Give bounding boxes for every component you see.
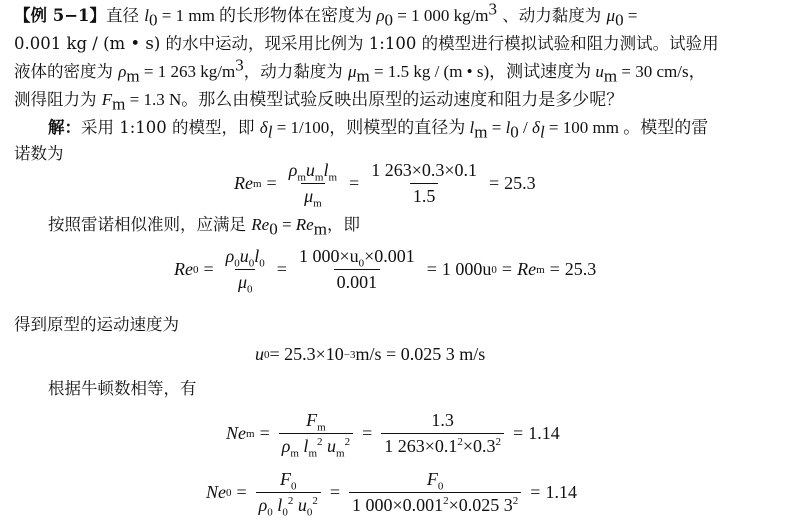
- denominator-text: ×0.3: [462, 436, 496, 456]
- text-run: = 1/100，则模型的直径为: [272, 118, 470, 137]
- fraction-numeric: [368, 160, 480, 207]
- solution-line-5: [48, 378, 197, 400]
- symbol-Re: Re: [234, 173, 253, 193]
- denominator-text: ×0.025 3: [448, 495, 513, 515]
- text-run: =: [487, 118, 506, 137]
- denominator: $\rho_m$ $l_m^2$ $u_m^2$: [279, 433, 353, 457]
- symbol-rho: ρ: [376, 6, 385, 25]
- symbol-F: F: [101, 90, 113, 109]
- solution-label: 解：: [48, 118, 81, 137]
- mid-expression: 1 000u: [441, 259, 492, 279]
- symbol-delta: δ: [259, 118, 268, 137]
- symbol-delta: δ: [532, 118, 540, 137]
- denominator: 0.001: [334, 269, 381, 293]
- fraction-symbolic: [256, 469, 321, 519]
- text-run: ，动力黏度为: [243, 62, 348, 81]
- fraction-numeric: [349, 469, 521, 516]
- equation-reynolds-model: Re m = $\frac{\rho_mu_ml_m}{\mu_m}$ = $\frac{1 263\times 0.3\times 0.1}{1.5}$ = 25.3: [234, 160, 536, 210]
- solution-line-2: [14, 143, 64, 165]
- solution-line-4: [14, 314, 179, 336]
- superscript: 3: [235, 55, 244, 75]
- numerator: [424, 469, 447, 492]
- result-value: 1.14: [545, 482, 577, 502]
- text-run: /: [518, 118, 533, 137]
- numerator: $F_m$: [306, 410, 326, 434]
- result-value: 25.3: [564, 259, 597, 279]
- superscript: 2: [457, 436, 463, 448]
- numerator: $\rho_0u_0l_0$: [225, 246, 265, 270]
- subscript: 0: [384, 10, 393, 30]
- equals-sign: =: [513, 423, 524, 443]
- text-run: 得到原型的运动速度为: [14, 315, 179, 334]
- text-run: = 1 000 kg/m: [392, 6, 489, 25]
- symbol-Re: Re: [295, 215, 314, 234]
- numerator: $F_0$: [279, 469, 297, 493]
- equation-newton-prototype: Ne 0 = $\frac{F_0}{\rho_0 l_0^2 u_0^2}$ = $\frac{F_0}{1 000\times 0.001^2\times 0.025 3^2}$ = 1.14: [206, 469, 577, 519]
- text-run: m/s = 0.025 3 m/s: [355, 344, 486, 364]
- fraction-symbolic: [286, 160, 340, 210]
- subscript: 0: [269, 219, 278, 239]
- subscript: m: [126, 66, 140, 86]
- denominator: 1.5: [410, 183, 439, 207]
- text-run: 、动力黏度为: [497, 6, 607, 25]
- solution-line-3: [48, 214, 360, 239]
- subscript: 0: [149, 10, 158, 30]
- numerator-text: 1 000×u: [298, 246, 359, 266]
- symbol-Re: Re: [517, 259, 537, 279]
- symbol-Re: Re: [174, 259, 193, 279]
- subscript: m: [603, 66, 618, 86]
- denominator: [349, 492, 521, 516]
- text-run: ，即: [326, 215, 360, 234]
- text-run: 直径: [106, 6, 145, 25]
- problem-line-2: [14, 33, 719, 55]
- equals-sign: =: [266, 173, 277, 193]
- equation-newton-model: Ne m = $\frac{F_m}{\rho_m l_m^2 u_m^2}$ = $\frac{1.3}{1 263\times 0.1^2\times 0.3^2}$ = 1.14: [226, 410, 560, 460]
- superscript: 2: [512, 495, 519, 507]
- numerator: $\rho_mu_ml_m$: [288, 160, 338, 184]
- text-run: 按照雷诺相似准则，应满足: [48, 215, 252, 234]
- text-run: = 1.3 N。那么由模型试验反映出原型的运动速度和阻力是多少呢？: [125, 90, 624, 109]
- text-run: = 1 mm 的长形物体在密度为: [157, 6, 377, 25]
- superscript: 2: [495, 436, 502, 448]
- numerator-text: F: [426, 469, 438, 489]
- text-run: =: [623, 6, 638, 25]
- equation-reynolds-prototype: Re 0 = $\frac{\rho_0u_0l_0}{\mu_0}$ = $\frac{1 000\times u_0\times 0.001}{0.001}$ = 1 000u 0 = Re m = 25.3: [174, 246, 597, 296]
- denominator: $\mu_m$: [301, 183, 325, 207]
- symbol-u: u: [595, 62, 604, 81]
- subscript: 0: [615, 10, 624, 30]
- fraction-numeric: [296, 246, 418, 293]
- equals-sign: =: [349, 173, 360, 193]
- superscript: 3: [488, 0, 498, 19]
- equals-sign: =: [236, 482, 247, 502]
- symbol-u: u: [255, 344, 264, 364]
- equals-sign: =: [203, 259, 214, 279]
- text-run: 采用 1:100 的模型，即: [81, 118, 260, 137]
- fraction-symbolic: [279, 410, 353, 460]
- subscript: m: [313, 219, 327, 239]
- text-run: = 25.3×10: [269, 344, 344, 364]
- superscript: 2: [443, 495, 449, 507]
- subscript: m: [356, 66, 370, 86]
- subscript: m: [474, 122, 488, 142]
- equals-sign: =: [276, 259, 287, 279]
- equals-sign: =: [489, 173, 500, 193]
- example-label: 【例 5−1】: [14, 6, 107, 25]
- symbol-l: l: [469, 118, 475, 137]
- equation-prototype-velocity: u 0 = 25.3×10 −3 m/s = 0.025 3 m/s: [255, 344, 486, 364]
- problem-line-3: [14, 55, 706, 86]
- text-run: = 1.5 kg / (m • s)，测试速度为: [369, 62, 596, 81]
- subscript: 0: [437, 480, 444, 493]
- equals-sign: =: [362, 423, 373, 443]
- denominator: $\rho_0$ $l_0^2$ $u_0^2$: [256, 492, 321, 516]
- subscript: l: [267, 122, 273, 142]
- text-run: 液体的密度为: [14, 62, 119, 81]
- equals-sign: =: [329, 482, 340, 502]
- text-run: = 30 cm/s，: [617, 62, 706, 81]
- denominator-text: 1 000×0.001: [351, 495, 444, 515]
- equals-sign: =: [259, 423, 270, 443]
- fraction-symbolic: [223, 246, 268, 296]
- symbol-mu: μ: [606, 6, 616, 25]
- subscript: 0: [510, 122, 519, 142]
- denominator-text: 1 263×0.1: [384, 436, 458, 456]
- symbol-Ne: Ne: [226, 423, 246, 443]
- numerator: 1.3: [431, 410, 454, 430]
- symbol-l: l: [144, 6, 150, 25]
- symbol-Ne: Ne: [206, 482, 226, 502]
- numerator: 1 $000\times u_0\times 0.001$: [298, 246, 415, 270]
- text-run: = 100 mm 。模型的雷: [544, 118, 709, 137]
- denominator: $\mu_0$: [235, 269, 256, 293]
- symbol-l: l: [505, 118, 511, 137]
- subscript: m: [112, 94, 126, 114]
- equals-sign: =: [530, 482, 541, 502]
- text-run: 测得阻力为: [14, 90, 102, 109]
- denominator: [381, 433, 504, 457]
- fraction-numeric: [381, 410, 504, 457]
- text-run: 诺数为: [14, 144, 64, 163]
- text-run: = 1 263 kg/m: [139, 62, 236, 81]
- result-value: 1.14: [528, 423, 560, 443]
- solution-line-1: [48, 117, 709, 142]
- numerator: 1 263×0.3×0.1: [371, 160, 478, 180]
- text-run: 0.001 kg / (m • s) 的水中运动，现采用比例为 1:100 的模型进行模拟试验和阻力测试。试验用: [14, 34, 719, 53]
- problem-line-1: [14, 0, 638, 30]
- symbol-mu: μ: [347, 62, 357, 81]
- equals-sign: =: [501, 259, 513, 279]
- result-value: 25.3: [504, 173, 536, 193]
- subscript: l: [539, 122, 545, 142]
- numerator-text: ×0.001: [364, 246, 415, 266]
- symbol-Re: Re: [251, 215, 270, 234]
- text-run: 根据牛顿数相等，有: [48, 379, 197, 398]
- equals-sign: =: [549, 259, 560, 279]
- problem-line-4: [14, 89, 624, 114]
- text-run: =: [277, 215, 296, 234]
- symbol-rho: ρ: [118, 62, 127, 81]
- equals-sign: =: [426, 259, 437, 279]
